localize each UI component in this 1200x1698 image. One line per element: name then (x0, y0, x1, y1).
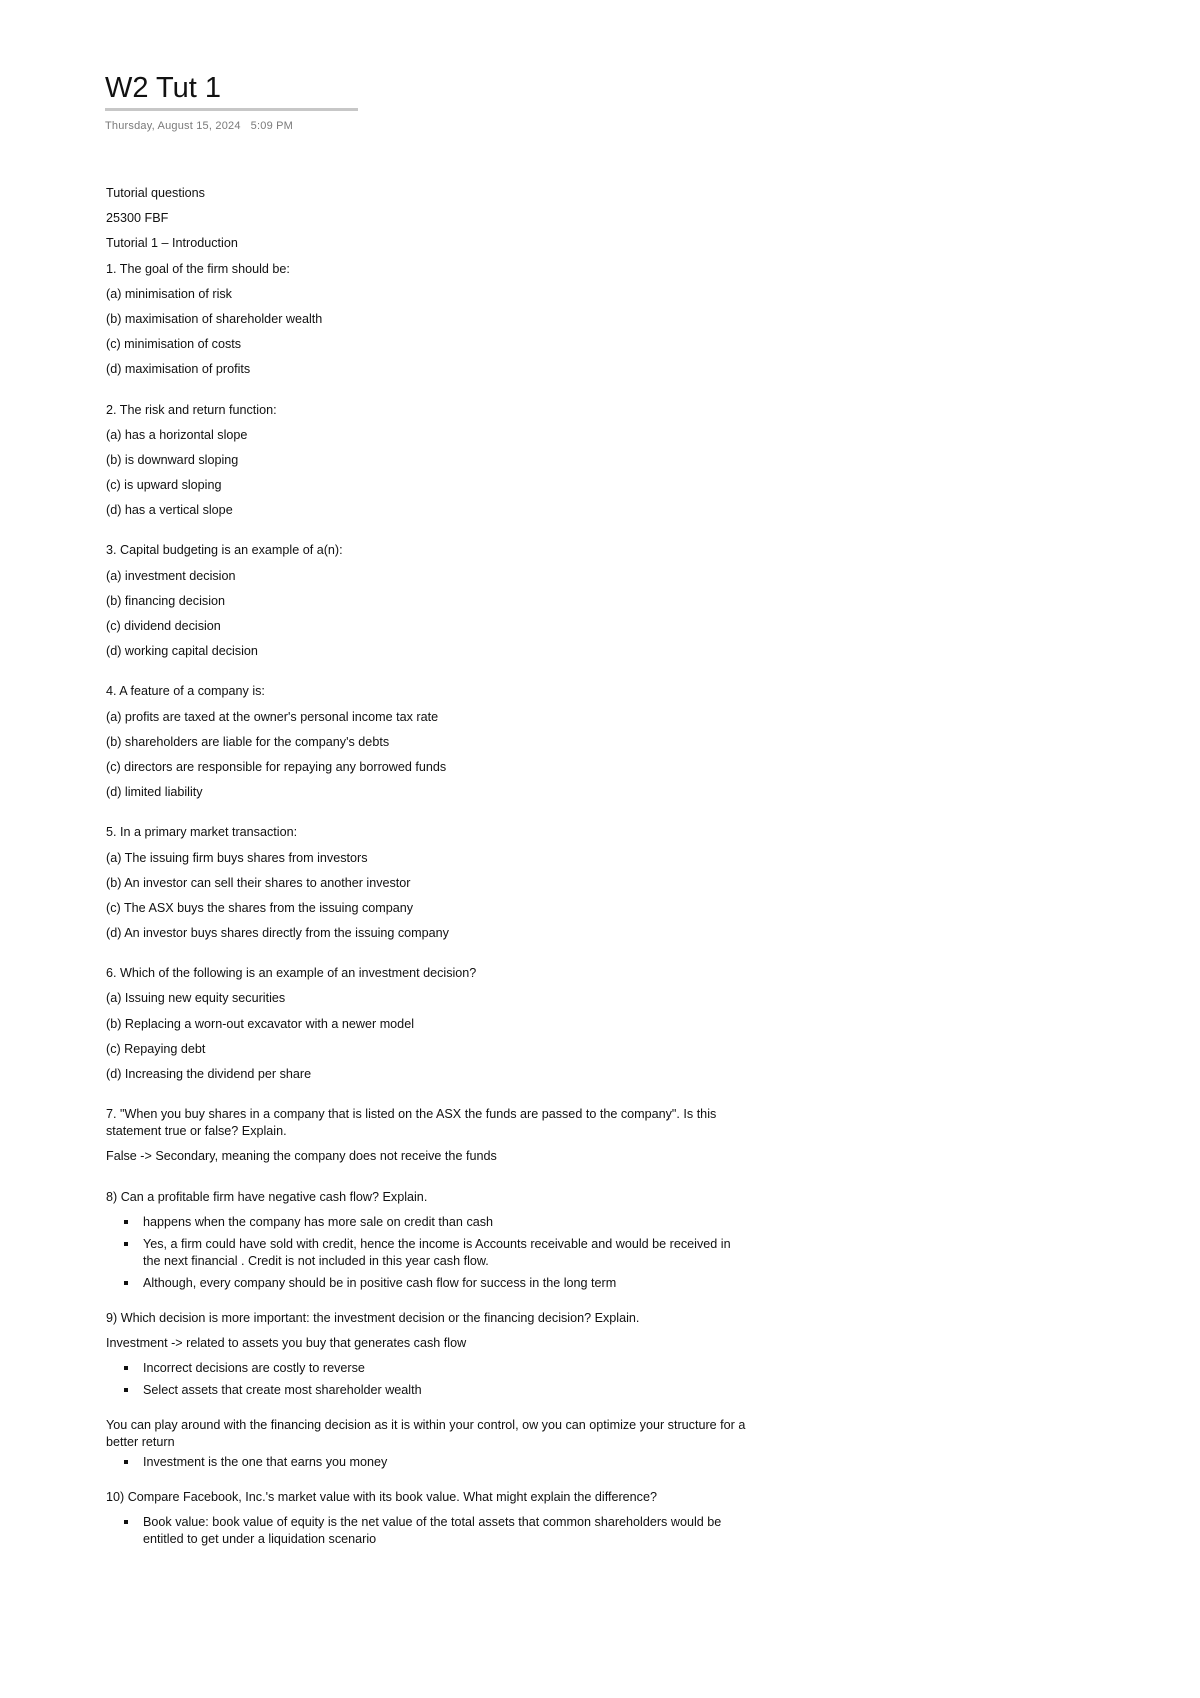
bullet-list (106, 1360, 746, 1399)
answer-option: (b) Replacing a worn-out excavator with a newer model (106, 1016, 414, 1031)
answer-option: (c) directors are responsible for repaying any borrowed funds (106, 759, 447, 774)
intro-line: Tutorial 1 – Introduction (106, 236, 238, 251)
answer-option: (b) financing decision (106, 593, 226, 608)
title-underline (105, 108, 358, 111)
spacer (106, 668, 746, 683)
bullet-list (106, 1214, 746, 1292)
intro-line: 25300 FBF (106, 211, 169, 226)
spacer (106, 1174, 746, 1189)
question-text: 3. Capital budgeting is an example of a(n): (106, 543, 343, 558)
question-text: 6. Which of the following is an example of an investment decision? (106, 966, 477, 981)
question-text: 7. "When you buy shares in a company that is listed on the ASX the funds are passed to the company". Is this statement true or false? Explain. (106, 1107, 717, 1139)
bullet-item: Incorrect decisions are costly to reverse (106, 1360, 746, 1377)
question-text: 1. The goal of the firm should be: (106, 261, 290, 276)
spacer (106, 1479, 746, 1489)
question-text: 5. In a primary market transaction: (106, 825, 298, 840)
bullet-item: Book value: book value of equity is the net value of the total assets that common shareholders would be entitled to get under a liquidation scenario (106, 1514, 746, 1548)
answer-option: (a) The issuing firm buys shares from investors (106, 850, 368, 865)
bullet-item: Yes, a firm could have sold with credit, hence the income is Accounts receivable and would be received in the next financial . Credit is not included in this year cash flow. (106, 1236, 746, 1270)
question-text: 8) Can a profitable firm have negative cash flow? Explain. (106, 1189, 428, 1204)
page-time: 5:09 PM (250, 120, 294, 132)
answer-option: (c) is upward sloping (106, 478, 222, 493)
answer-option: (a) investment decision (106, 568, 236, 583)
answer-text: Investment -> related to assets you buy that generates cash flow (106, 1335, 467, 1350)
question-text: 10) Compare Facebook, Inc.'s market value with its book value. What might explain the difference? (106, 1490, 657, 1505)
bullet-item: Investment is the one that earns you money (106, 1454, 746, 1471)
question-text: 2. The risk and return function: (106, 402, 277, 417)
spacer (106, 1407, 746, 1417)
page-date: Thursday, August 15, 2024 (105, 120, 241, 132)
answer-option: (b) maximisation of shareholder wealth (106, 311, 323, 326)
page-content[interactable] (106, 185, 746, 1556)
answer-option: (a) has a horizontal slope (106, 427, 248, 442)
bullet-list (106, 1454, 746, 1471)
answer-option: (d) has a vertical slope (106, 503, 233, 518)
question-text: 9) Which decision is more important: the investment decision or the financing decision? Explain. (106, 1310, 640, 1325)
answer-option: (d) working capital decision (106, 644, 258, 659)
answer-option: (c) The ASX buys the shares from the issuing company (106, 900, 414, 915)
answer-option: (c) minimisation of costs (106, 337, 242, 352)
answer-text: False -> Secondary, meaning the company does not receive the funds (106, 1149, 497, 1164)
spacer (106, 1091, 746, 1106)
spacer (106, 387, 746, 402)
intro-line: Tutorial questions (106, 186, 205, 200)
bullet-list (106, 1514, 746, 1548)
answer-option: (b) An investor can sell their shares to another investor (106, 875, 411, 890)
answer-option: (d) limited liability (106, 785, 203, 800)
answer-option: (a) profits are taxed at the owner's personal income tax rate (106, 709, 439, 724)
page-title[interactable]: W2 Tut 1 (105, 72, 222, 104)
bullet-item: Select assets that create most shareholder wealth (106, 1382, 746, 1399)
bullet-item: Although, every company should be in positive cash flow for success in the long term (106, 1275, 746, 1292)
answer-option: (b) is downward sloping (106, 452, 239, 467)
page-header (105, 70, 358, 132)
answer-option: (b) shareholders are liable for the company's debts (106, 734, 390, 749)
question-text: 4. A feature of a company is: (106, 684, 265, 699)
answer-option: (d) maximisation of profits (106, 362, 251, 377)
bullet-item: happens when the company has more sale on credit than cash (106, 1214, 746, 1231)
answer-option: (c) Repaying debt (106, 1041, 206, 1056)
answer-option: (d) Increasing the dividend per share (106, 1067, 312, 1081)
spacer (106, 950, 746, 965)
spacer (106, 809, 746, 824)
spacer (106, 1300, 746, 1310)
answer-option: (d) An investor buys shares directly from the issuing company (106, 926, 449, 941)
answer-option: (a) minimisation of risk (106, 286, 232, 301)
answer-option: (a) Issuing new equity securities (106, 991, 286, 1006)
spacer (106, 527, 746, 542)
page-timestamp (105, 120, 358, 132)
paragraph-text: You can play around with the financing decision as it is within your control, ow you can optimize your structure for a better return (106, 1418, 746, 1450)
answer-option: (c) dividend decision (106, 619, 221, 633)
